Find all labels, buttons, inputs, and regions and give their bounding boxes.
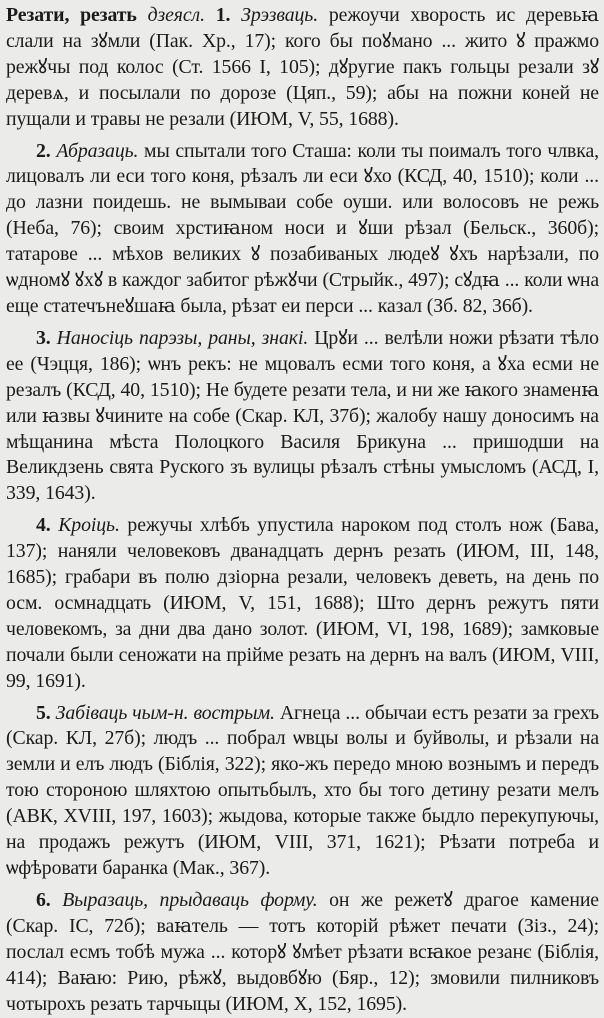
- sense-definition: Зрэзваць.: [241, 4, 319, 26]
- entry-sense-4: [6, 513, 599, 694]
- sense-number: 6.: [36, 888, 51, 911]
- headword: Резати, резать: [6, 4, 137, 26]
- entry-sense-3: [6, 326, 599, 507]
- sense-number: 4.: [36, 514, 51, 537]
- sense-number: 5.: [36, 701, 51, 724]
- entry-sense-2: [6, 139, 599, 320]
- sense-citations: Агнеца ... обычаи естъ резати за грехъ (Скар. КЛ, 27б); людъ ... побрал ѡвцы волы и буйволы, и рѣзали на земли и елъ людъ (Біблія, 322); яко-жъ передо мною вознымъ и передъ тою стороною шляхтою опытьбылъ, хто бы того детину резати мелъ (АВК, XVIII, 197, 1603); жыдова, которые также быдло перекупуючы, на продажъ режутъ (ИЮМ, VIII, 371, 1621); Рѣзати потреба и ѡфѣровати баранка (Мак., 367).: [6, 701, 599, 879]
- sense-definition: Наносіць парэзы, раны, знакі.: [56, 326, 309, 349]
- sense-citations: режоучи хворость ис деревьꙗ слали на зꙋмли (Пак. Хр., 17); кого бы поꙋмано ... жито ꙋ пражмо режꙋчы под колос (Ст. 1566 I, 105); дꙋругие пакъ гольцы резали зꙋ деревѧ, и посылали по дорозе (Цяп., 59); абы на пожни коней не пущали и травы не резали (ИЮМ, V, 55, 1688).: [6, 4, 599, 130]
- sense-number: 1.: [215, 4, 231, 26]
- sense-citations: он же режетꙋ драгое камение (Скар. IC, 72б); ваꙗтель — тотъ которій рѣжет печати (Зіз., 24); послал есмъ тобѣ мужа ... которꙋ ꙋмѣет рѣзати всꙗкое резанє (Біблія, 414); Ваꙗю: Рию, рѣжꙋ, выдовбꙋю (Бяр., 12); змовили пилниковъ чотырохъ резать тарчыцы (ИЮМ, X, 152, 1695).: [6, 888, 599, 1015]
- sense-definition: Забіваць чым-н. вострым.: [55, 701, 275, 724]
- entry-sense-5: [6, 701, 599, 882]
- sense-citations: режучы хлѣбъ упустила нароком под столъ нож (Бава, 137); наняли человековъ дванадцать дернъ резать (ИЮМ, III, 148, 1685); грабари въ полю дзіорна резали, человекъ деветь, на день по осм. осмнадцать (ИЮМ, V, 151, 1688); Што дернъ режутъ пяти человекомъ, за дни два дано золот. (ИЮМ, VI, 198, 1689); замковые почали были сеножати на прійме резать на дернъ на валъ (ИЮМ, VIII, 99, 1691).: [6, 514, 599, 692]
- sense-definition: Абразаць.: [56, 139, 139, 162]
- sense-definition: Кроіць.: [58, 514, 120, 537]
- sense-definition: Выразаць, прыдаваць форму.: [62, 888, 318, 911]
- sense-number: 3.: [36, 326, 51, 349]
- sense-citations: мы спытали того Сташа: коли ты поималъ того члвка, лицовалъ ли еси того коня, рѣзалъ ли еси ꙋхо (КСД, 40, 1510); коли ... до лазни поидешь. не вымываи собе оуши. или волосовъ не режь (Неба, 76); своим хрстиꙗном носи и ꙋши рѣзал (Бельск., 360б); татарове ... мѣхов великих ꙋ позабиваных людеꙋ ꙋхъ нарѣзали, по ѡдномꙋ ꙋхꙋ в каждог забитог рѣжꙋчи (Стрыйк., 497); сꙋдꙗ ... коли ѡна еще статечънеꙋшаꙗ была, рѣзат еи перси ... казал (Зб. 82, 36б).: [6, 139, 599, 317]
- sense-citations: Црꙋи ... велѣли ножи рѣзати тѣло ее (Чэцця, 186); ѡнъ рекъ: не мцовалъ есми того коня, а ꙋха есми не резалъ (КСД, 40, 1510); Не будете резати тела, и ни же ꙗкого знаменꙗ или ꙗзвы ꙋчините на собе (Скар. КЛ, 37б); жалобу нашу доносимъ на мѣщанина мѣста Полоцкого Василя Брикуна ... пришодши на Великдзень свята Руского зъ вулицы рѣзалъ стѣны умысломъ (АСД, I, 339, 1643).: [6, 326, 599, 505]
- grammar-label: дзеясл.: [147, 4, 205, 26]
- entry-sense-6: [6, 888, 599, 1018]
- sense-number: 2.: [36, 139, 51, 162]
- entry-sense-1: [6, 3, 599, 133]
